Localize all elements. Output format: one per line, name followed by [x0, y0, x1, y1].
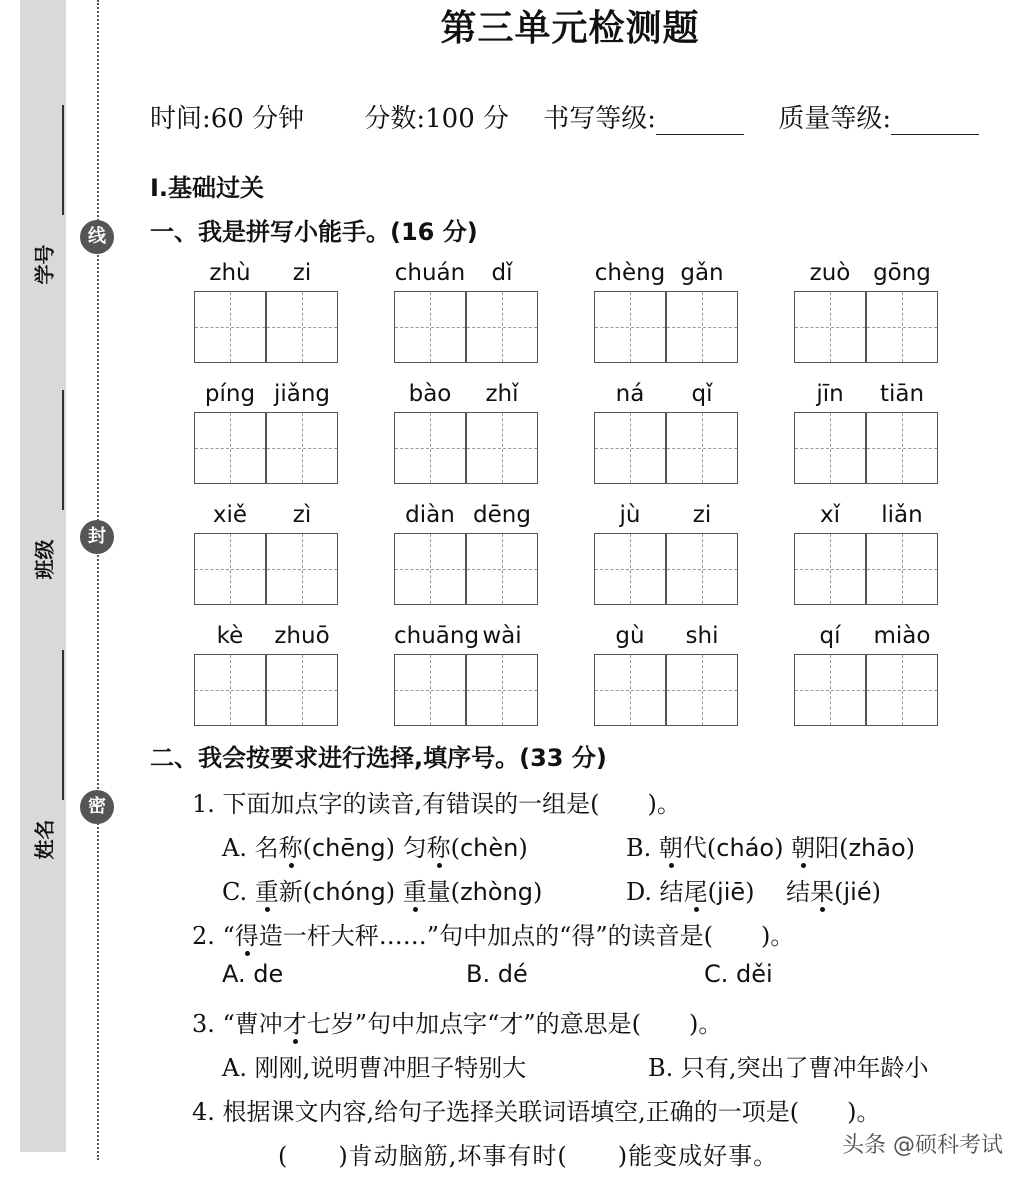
pinyin-syllable: wài: [482, 623, 522, 649]
writing-grade-blank[interactable]: [656, 108, 744, 135]
writing-box[interactable]: [594, 291, 666, 363]
pinyin-label: [194, 623, 338, 653]
part-heading: Ⅰ.基础过关: [150, 174, 265, 202]
question-1-stem: 1. 下面加点字的读音,有错误的一组是( )。: [192, 790, 681, 818]
pinyin-label: [594, 502, 738, 532]
pinyin-syllable: dǐ: [491, 260, 513, 286]
q1-option-d[interactable]: D. 结尾(jiē) 结果(jié): [626, 878, 881, 906]
pinyin-syllable: zhuō: [274, 623, 330, 649]
writing-box[interactable]: [866, 291, 938, 363]
seal-seal-mark: 封: [80, 520, 114, 554]
writing-box[interactable]: [394, 412, 466, 484]
pinyin-syllable: gǎn: [680, 260, 724, 286]
writing-grade-label: 书写等级:: [543, 104, 657, 134]
writing-box[interactable]: [594, 654, 666, 726]
writing-box[interactable]: [394, 291, 466, 363]
question-3-stem: 3. “曹冲才七岁”句中加点字“才”的意思是( )。: [192, 1010, 723, 1038]
pinyin-syllable: zhù: [209, 260, 251, 286]
writing-box[interactable]: [194, 533, 266, 605]
pinyin-syllable: zi: [292, 260, 312, 286]
q4-sentence: ( )肯动脑筋,坏事有时( )能变成好事。: [278, 1142, 779, 1170]
writing-box[interactable]: [194, 412, 266, 484]
exam-meta: [150, 98, 979, 135]
writing-box[interactable]: [194, 654, 266, 726]
pinyin-syllable: zhǐ: [485, 381, 519, 407]
pinyin-syllable: miào: [873, 623, 931, 649]
writing-box[interactable]: [466, 654, 538, 726]
student-id-line: [62, 105, 64, 215]
question-4-stem: 4. 根据课文内容,给句子选择关联词语填空,正确的一项是( )。: [192, 1098, 881, 1126]
writing-box[interactable]: [794, 412, 866, 484]
pinyin-label: [394, 381, 538, 411]
name-line: [62, 650, 64, 800]
pinyin-label: [794, 260, 938, 290]
quality-grade-label: 质量等级:: [778, 104, 892, 134]
pinyin-syllable: gōng: [873, 260, 931, 286]
writing-box[interactable]: [666, 654, 738, 726]
writing-box[interactable]: [266, 533, 338, 605]
writing-box[interactable]: [194, 291, 266, 363]
pinyin-syllable: zì: [292, 502, 312, 528]
pinyin-syllable: xiě: [212, 502, 248, 528]
pinyin-label: [594, 381, 738, 411]
writing-box[interactable]: [866, 412, 938, 484]
page-title: 第三单元检测题: [440, 7, 700, 49]
pinyin-syllable: jīn: [816, 381, 844, 407]
pinyin-syllable: ná: [615, 381, 645, 407]
pinyin-syllable: jiǎng: [273, 381, 331, 407]
pinyin-label: [194, 260, 338, 290]
pinyin-syllable: kè: [216, 623, 244, 649]
watermark: 头条 @硕科考试: [842, 1133, 1003, 1158]
writing-box[interactable]: [466, 533, 538, 605]
q3-option-a[interactable]: A. 刚刚,说明曹冲胆子特别大: [222, 1054, 527, 1082]
pinyin-syllable: shi: [685, 623, 719, 649]
writing-box[interactable]: [394, 533, 466, 605]
writing-box[interactable]: [266, 291, 338, 363]
cut-line: [97, 0, 99, 1160]
pinyin-syllable: bào: [408, 381, 452, 407]
pinyin-label: [794, 381, 938, 411]
pinyin-syllable: píng: [204, 381, 256, 407]
writing-box[interactable]: [794, 654, 866, 726]
pinyin-syllable: liǎn: [881, 502, 923, 528]
q3-option-b[interactable]: B. 只有,突出了曹冲年龄小: [648, 1054, 929, 1082]
pinyin-syllable: qí: [819, 623, 841, 649]
pinyin-syllable: diàn: [405, 502, 455, 528]
seal-line-mark: 线: [80, 220, 114, 254]
section2-heading: 二、我会按要求进行选择,填序号。(33 分): [150, 744, 607, 772]
seal-secret-mark: 密: [80, 790, 114, 824]
pinyin-syllable: chuāng: [394, 623, 480, 649]
binding-strip: [20, 0, 66, 1152]
writing-box[interactable]: [394, 654, 466, 726]
name-label: 姓名: [32, 819, 57, 860]
pinyin-label: [194, 502, 338, 532]
section1-heading: 一、我是拼写小能手。(16 分): [150, 218, 478, 246]
writing-box[interactable]: [466, 291, 538, 363]
pinyin-label: [394, 260, 538, 290]
q1-option-a[interactable]: A. 名称(chēng) 匀称(chèn): [222, 834, 528, 862]
writing-box[interactable]: [794, 533, 866, 605]
pinyin-label: [594, 623, 738, 653]
q2-option-c[interactable]: C. děi: [704, 960, 773, 988]
writing-box[interactable]: [866, 654, 938, 726]
writing-box[interactable]: [666, 291, 738, 363]
writing-box[interactable]: [266, 412, 338, 484]
pinyin-syllable: tiān: [879, 381, 925, 407]
writing-box[interactable]: [866, 533, 938, 605]
pinyin-syllable: zi: [692, 502, 712, 528]
writing-box[interactable]: [266, 654, 338, 726]
pinyin-syllable: jù: [619, 502, 641, 528]
time-info: 时间:60 分钟: [150, 104, 305, 134]
student-id-label: 学号: [32, 244, 57, 285]
pinyin-syllable: zuò: [809, 260, 851, 286]
quality-grade-blank[interactable]: [891, 108, 979, 135]
pinyin-label: [594, 260, 738, 290]
q1-option-b[interactable]: B. 朝代(cháo) 朝阳(zhāo): [626, 834, 916, 862]
pinyin-syllable: xǐ: [819, 502, 840, 528]
pinyin-syllable: chuán: [394, 260, 466, 286]
pinyin-syllable: dēng: [473, 502, 531, 528]
question-2-stem: 2. “得造一杆大秤……”句中加点的“得”的读音是( )。: [192, 922, 795, 950]
writing-box[interactable]: [594, 412, 666, 484]
pinyin-label: [194, 381, 338, 411]
pinyin-label: [794, 502, 938, 532]
writing-box[interactable]: [666, 412, 738, 484]
q1-option-c[interactable]: C. 重新(chóng) 重量(zhòng): [222, 878, 543, 906]
pinyin-label: [394, 502, 538, 532]
pinyin-syllable: gù: [615, 623, 645, 649]
q2-option-b[interactable]: B. dé: [466, 960, 528, 988]
writing-box[interactable]: [794, 291, 866, 363]
pinyin-label: [394, 623, 538, 653]
writing-box[interactable]: [466, 412, 538, 484]
pinyin-syllable: chèng: [594, 260, 666, 286]
pinyin-label: [794, 623, 938, 653]
class-label: 班级: [32, 539, 57, 580]
class-line: [62, 390, 64, 510]
pinyin-syllable: qǐ: [691, 381, 713, 407]
q2-option-a[interactable]: A. de: [222, 960, 284, 988]
score-info: 分数:100 分: [364, 104, 510, 134]
writing-box[interactable]: [666, 533, 738, 605]
writing-box[interactable]: [594, 533, 666, 605]
